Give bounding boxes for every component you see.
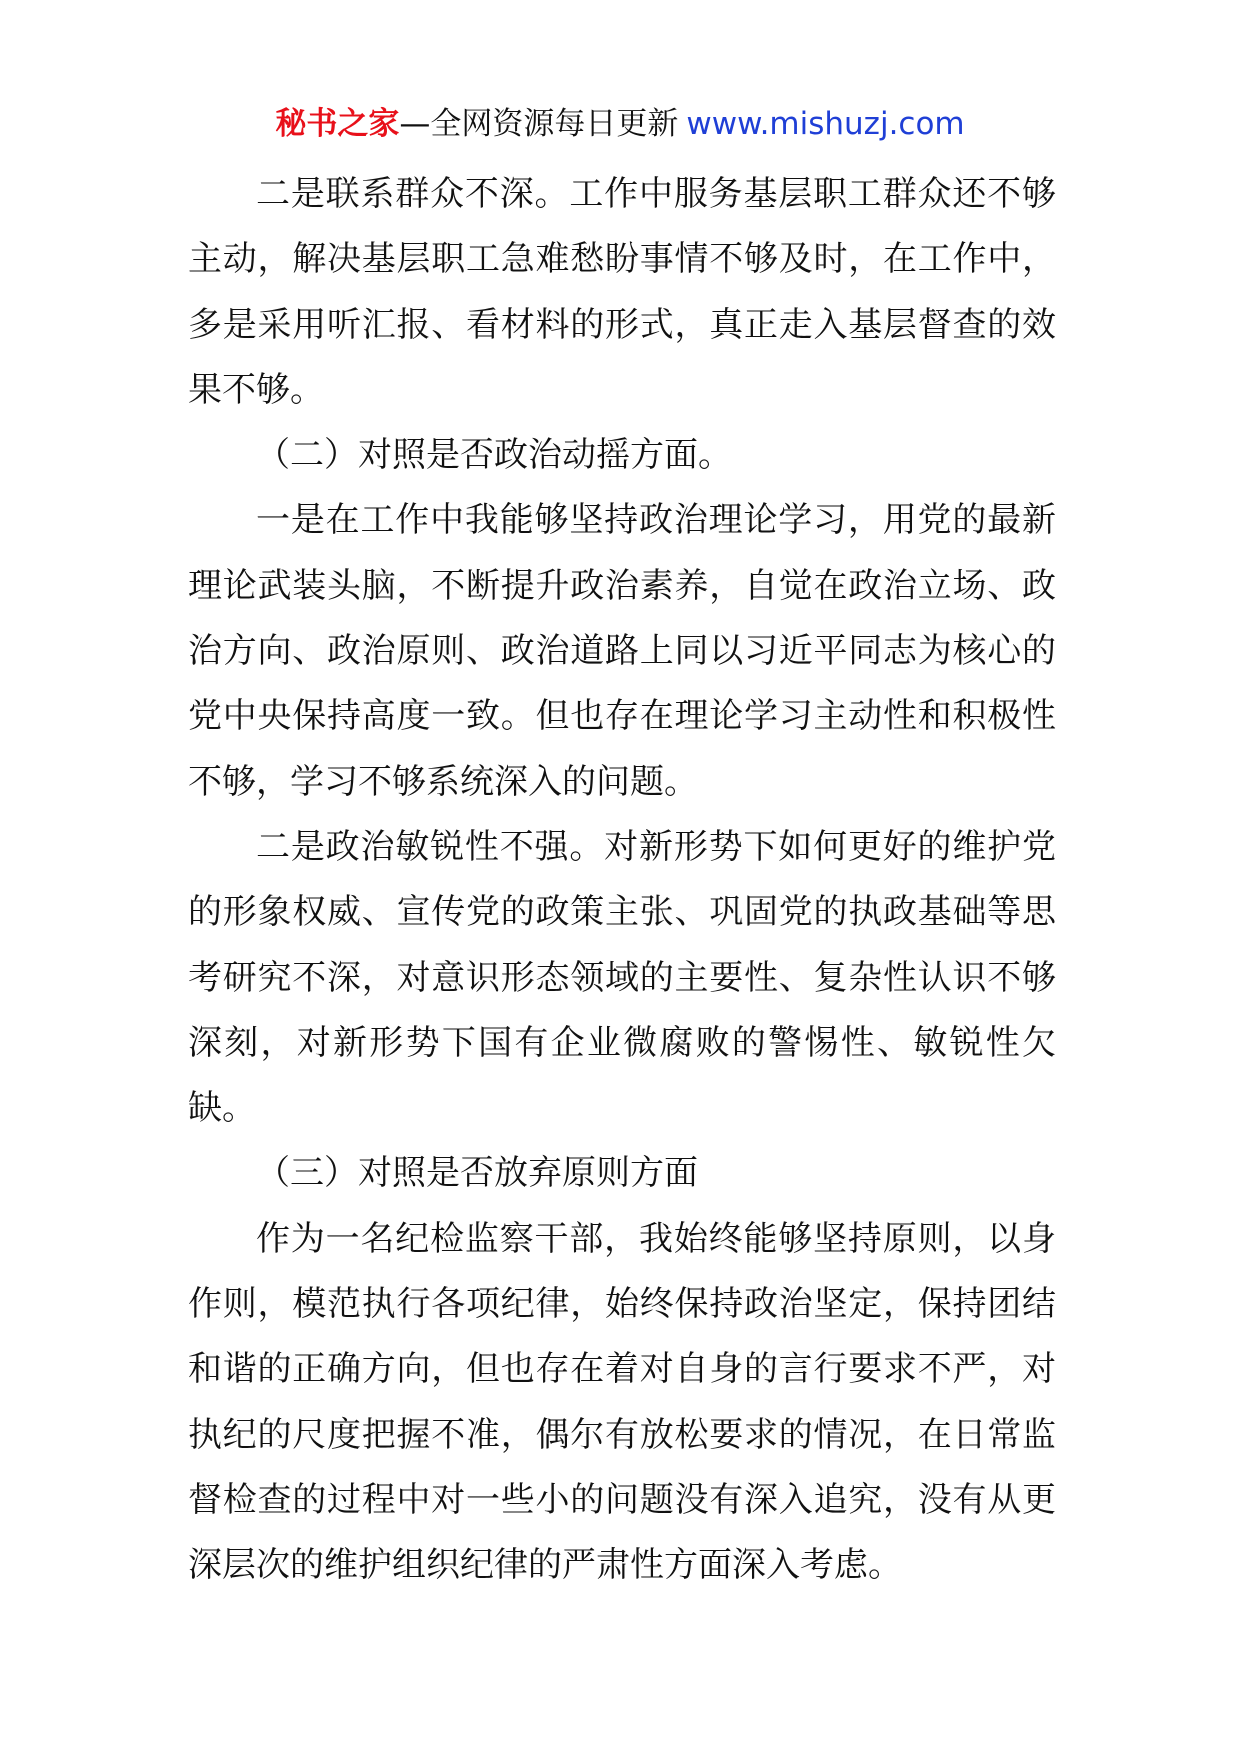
- document-body: [188, 162, 1056, 1599]
- paragraph-4: 作为一名纪检监察干部，我始终能够坚持原则，以身作则，模范执行各项纪律，始终保持政治坚定，保持团结和谐的正确方向，但也存在着对自身的言行要求不严，对执纪的尺度把握不准，偶尔有放松要求的情况，在日常监督检查的过程中对一些小的问题没有深入追究，没有从更深层次的维护组织纪律的严肃性方面深入考虑。: [188, 1218, 1056, 1586]
- paragraph-2: 一是在工作中我能够坚持政治理论学习，用党的最新理论武装头脑，不断提升政治素养，自觉在政治立场、政治方向、政治原则、政治道路上同以习近平同志为核心的党中央保持高度一致。但也存在理论学习主动性和积极性不够，学习不够系统深入的问题。: [188, 500, 1056, 802]
- header-tagline: —全网资源每日更新: [399, 106, 679, 142]
- paragraph-1: 二是联系群众不深。工作中服务基层职工群众还不够主动，解决基层职工急难愁盼事情不够及时，在工作中，多是采用听汇报、看材料的形式，真正走入基层督查的效果不够。: [188, 174, 1056, 410]
- header-url-link[interactable]: www.mishuzj.com: [686, 106, 965, 142]
- brand-name: 秘书之家: [275, 106, 400, 142]
- paragraph-3: 二是政治敏锐性不强。对新形势下如何更好的维护党的形象权威、宣传党的政策主张、巩固党的执政基础等思考研究不深，对意识形态领域的主要性、复杂性认识不够深刻，对新形势下国有企业微腐败的警惕性、敏锐性欠缺。: [188, 826, 1056, 1129]
- section-heading-2: （二）对照是否政治动摇方面。: [256, 435, 732, 476]
- site-header: [0, 100, 1240, 148]
- section-heading-3: （三）对照是否放弃原则方面: [256, 1153, 698, 1194]
